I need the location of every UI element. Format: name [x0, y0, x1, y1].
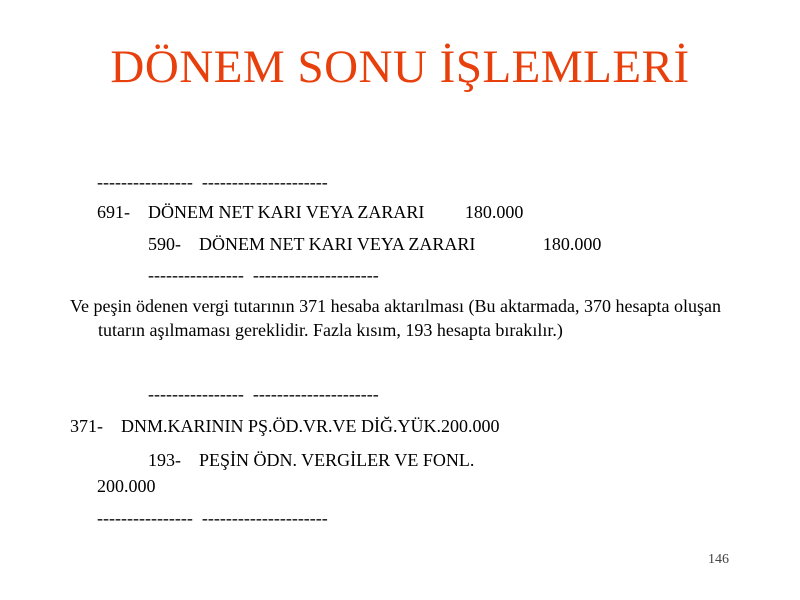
journal-entry-debit-371: 371- DNM.KARININ PŞ.ÖD.VR.VE DİĞ.YÜK.200.000 — [70, 416, 500, 436]
slide-title: DÖNEM SONU İŞLEMLERİ — [110, 41, 690, 93]
separator-line: ---------------- --------------------- — [97, 508, 328, 528]
journal-entry-credit-amount: 200.000 — [97, 476, 156, 496]
separator-line: ---------------- --------------------- — [148, 265, 379, 285]
journal-entry-credit-193: 193- PEŞİN ÖDN. VERGİLER VE FONL. — [148, 450, 475, 470]
explanation-paragraph: Ve peşin ödenen vergi tutarının 371 hesaba aktarılması (Bu aktarmada, 370 hesapta oluşan tutarın aşılmaması gereklidir. Fazla kısım, 193 hesapta bırakılır.) — [70, 296, 721, 340]
separator-line: ---------------- --------------------- — [148, 384, 379, 404]
separator-line: ---------------- --------------------- — [97, 172, 328, 192]
journal-entry-credit-590: 590- DÖNEM NET KARI VEYA ZARARI 180.000 — [148, 234, 602, 254]
journal-entry-debit-691: 691- DÖNEM NET KARI VEYA ZARARI 180.000 — [97, 202, 524, 222]
page-number: 146 — [708, 552, 729, 567]
